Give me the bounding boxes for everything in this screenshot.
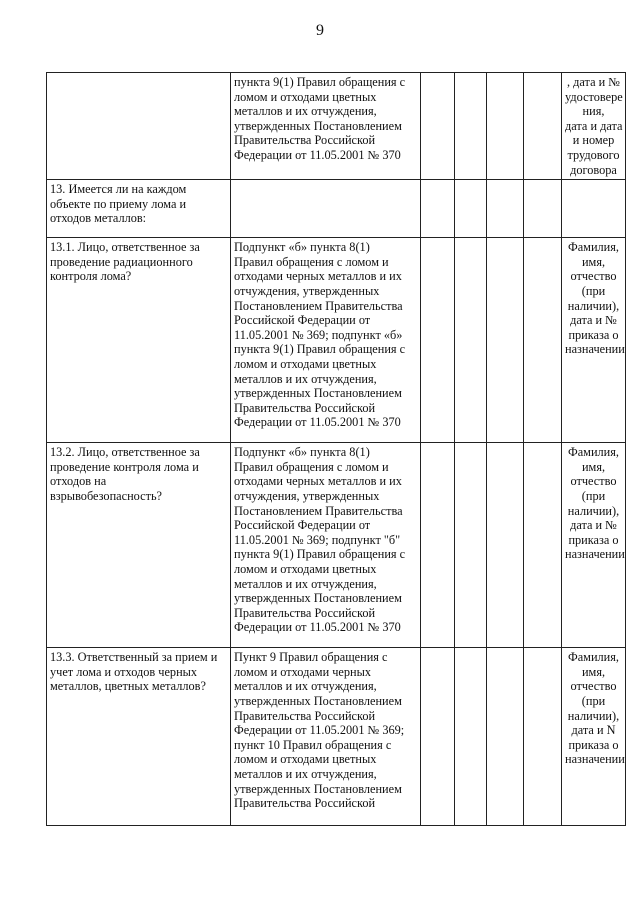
answer-cell — [421, 648, 455, 826]
requirement-cell-line: ломом и отходами цветных — [234, 752, 377, 767]
note-cell-line: назначении — [565, 752, 625, 767]
requirement-cell-line: пункта 9(1) Правил обращения с — [234, 547, 406, 562]
requirement-cell-line: Федерации от 11.05.2001 № 370 — [234, 620, 401, 635]
note-cell-line: приказа о — [568, 737, 619, 752]
answer-cell — [455, 648, 487, 826]
answer-cell — [524, 648, 562, 826]
note-cell-line: (при — [581, 693, 606, 708]
question-cell-line: проведение радиационного — [50, 254, 193, 269]
note-cell — [562, 648, 626, 826]
note-cell — [562, 180, 626, 238]
note-cell-line: дата и дата — [565, 118, 623, 133]
requirement-cell-line: Правительства Российской — [234, 605, 376, 620]
requirement-cell — [231, 238, 421, 443]
requirement-cell — [231, 73, 421, 180]
requirement-cell-line: ломом и отходами цветных — [234, 356, 377, 371]
note-cell-line: отчество — [570, 474, 617, 489]
note-cell-line: ния, — [582, 104, 605, 119]
requirement-cell-line: Федерации от 11.05.2001 № 370 — [234, 415, 401, 430]
requirement-cell-line: пункта 9(1) Правил обращения с — [234, 342, 406, 357]
note-cell-line: (при — [581, 283, 606, 298]
requirement-cell-line: металлов и их отчуждения, — [234, 576, 377, 591]
question-cell — [47, 73, 231, 180]
note-cell-line: имя, — [581, 254, 606, 269]
answer-cell — [487, 238, 524, 443]
page-number: 9 — [316, 22, 324, 39]
note-cell-line: дата и № — [570, 518, 617, 533]
note-cell-line: удостовере — [565, 89, 623, 104]
question-cell — [47, 648, 231, 826]
note-cell-line: приказа о — [568, 327, 619, 342]
requirement-cell-line: металлов и их отчуждения, — [234, 679, 377, 694]
table-row — [47, 648, 626, 826]
requirement-cell-line: Федерации от 11.05.2001 № 369; — [234, 723, 405, 738]
answer-cell — [524, 443, 562, 648]
requirement-cell-line: ломом и отходами цветных — [234, 561, 377, 576]
note-cell-line: имя, — [581, 664, 606, 679]
requirement-cell-line: Подпункт «б» пункта 8(1) — [234, 240, 370, 255]
requirement-cell-line: металлов и их отчуждения, — [234, 766, 377, 781]
requirement-cell-line: пункта 9(1) Правил обращения с — [234, 75, 406, 89]
table-row — [47, 73, 626, 180]
requirement-cell-line: Правительства Российской — [234, 796, 376, 811]
requirement-cell-line: Российской Федерации от — [234, 313, 371, 328]
question-cell-line: отходов металлов: — [50, 211, 147, 226]
answer-cell — [421, 238, 455, 443]
question-cell-line: металлов, цветных металлов? — [50, 679, 206, 694]
requirement-cell — [231, 648, 421, 826]
answer-cell — [487, 648, 524, 826]
question-cell-line: 13. Имеется ли на каждом — [50, 182, 187, 197]
question-cell-line: проведение контроля лома и — [50, 459, 199, 474]
note-cell-line: и номер — [572, 133, 615, 148]
question-cell-line: объекте по приему лома и — [50, 196, 187, 211]
requirement-cell-line: пункт 10 Правил обращения с — [234, 737, 392, 752]
note-cell-line: (при — [581, 488, 606, 503]
requirement-cell-line: Российской Федерации от — [234, 518, 371, 533]
requirement-cell — [231, 180, 421, 238]
answer-cell — [487, 73, 524, 180]
note-cell-line: приказа о — [568, 532, 619, 547]
answer-cell — [524, 238, 562, 443]
table-row — [47, 443, 626, 648]
answer-cell — [455, 443, 487, 648]
requirement-cell-line: утвержденных Постановлением — [234, 386, 402, 401]
answer-cell — [487, 443, 524, 648]
requirement-cell-line: отчуждения, утвержденных — [234, 283, 380, 298]
requirement-cell-line: Правил обращения с ломом и — [234, 254, 389, 269]
requirement-cell-line: отходами черных металлов и их — [234, 269, 402, 284]
requirement-cell-line: утвержденных Постановлением — [234, 591, 402, 606]
requirement-cell-line: Пункт 9 Правил обращения с — [234, 650, 388, 665]
requirement-cell-line: отходами черных металлов и их — [234, 474, 402, 489]
question-cell — [47, 180, 231, 238]
note-cell-line: наличии), — [567, 708, 620, 723]
requirement-cell-line: Постановлением Правительства — [234, 503, 403, 518]
requirement-cell-line: утвержденных Постановлением — [234, 118, 402, 133]
question-cell-line: 13.3. Ответственный за прием и — [50, 650, 218, 665]
note-cell-line: назначении — [565, 342, 625, 357]
question-cell-line: взрывобезопасность? — [50, 488, 163, 503]
note-cell-line: трудового — [567, 147, 620, 162]
answer-cell — [421, 443, 455, 648]
requirement-cell-line: утвержденных Постановлением — [234, 781, 402, 796]
requirement-cell-line: 11.05.2001 № 369; подпункт "б" — [234, 532, 401, 547]
note-cell-line: Фамилия, — [568, 445, 619, 460]
requirement-cell-line: Правительства Российской — [234, 133, 376, 148]
requirement-cell-line: Постановлением Правительства — [234, 298, 403, 313]
note-cell-line: отчество — [570, 269, 617, 284]
checklist-table — [46, 72, 626, 826]
requirement-cell-line: отчуждения, утвержденных — [234, 488, 380, 503]
note-cell-line: договора — [570, 162, 617, 177]
note-cell — [562, 443, 626, 648]
note-cell-line: дата и № — [570, 313, 617, 328]
question-cell — [47, 443, 231, 648]
requirement-cell-line: металлов и их отчуждения, — [234, 104, 377, 119]
note-cell — [562, 73, 626, 180]
requirement-cell-line: Федерации от 11.05.2001 № 370 — [234, 147, 401, 162]
requirement-cell-line: 11.05.2001 № 369; подпункт «б» — [234, 327, 403, 342]
requirement-cell-line: утвержденных Постановлением — [234, 693, 402, 708]
requirement-cell-line: Подпункт «б» пункта 8(1) — [234, 445, 370, 460]
requirement-cell-line: ломом и отходами цветных — [234, 89, 377, 104]
note-cell-line: наличии), — [567, 503, 620, 518]
requirement-cell-line: Правил обращения с ломом и — [234, 459, 389, 474]
note-cell-line: , дата и № — [567, 75, 620, 89]
requirement-cell-line: металлов и их отчуждения, — [234, 371, 377, 386]
requirement-cell-line: Правительства Российской — [234, 708, 376, 723]
answer-cell — [421, 180, 455, 238]
answer-cell — [455, 180, 487, 238]
table-row — [47, 180, 626, 238]
requirement-cell-line: Правительства Российской — [234, 400, 376, 415]
answer-cell — [421, 73, 455, 180]
question-cell-line: контроля лома? — [50, 269, 132, 284]
answer-cell — [487, 180, 524, 238]
table-row — [47, 238, 626, 443]
note-cell-line: Фамилия, — [568, 240, 619, 255]
question-cell-line: учет лома и отходов черных — [50, 664, 198, 679]
note-cell — [562, 238, 626, 443]
question-cell-line: 13.1. Лицо, ответственное за — [50, 240, 200, 255]
answer-cell — [455, 73, 487, 180]
note-cell-line: назначении — [565, 547, 625, 562]
question-cell — [47, 238, 231, 443]
question-cell-line: 13.2. Лицо, ответственное за — [50, 445, 200, 460]
answer-cell — [524, 73, 562, 180]
answer-cell — [455, 238, 487, 443]
requirement-cell-line: ломом и отходами черных — [234, 664, 372, 679]
question-cell-line: отходов на — [50, 474, 107, 489]
note-cell-line: дата и N — [571, 723, 616, 738]
note-cell-line: отчество — [570, 679, 617, 694]
note-cell-line: Фамилия, — [568, 650, 619, 665]
note-cell-line: наличии), — [567, 298, 620, 313]
note-cell-line: имя, — [581, 459, 606, 474]
answer-cell — [524, 180, 562, 238]
requirement-cell — [231, 443, 421, 648]
